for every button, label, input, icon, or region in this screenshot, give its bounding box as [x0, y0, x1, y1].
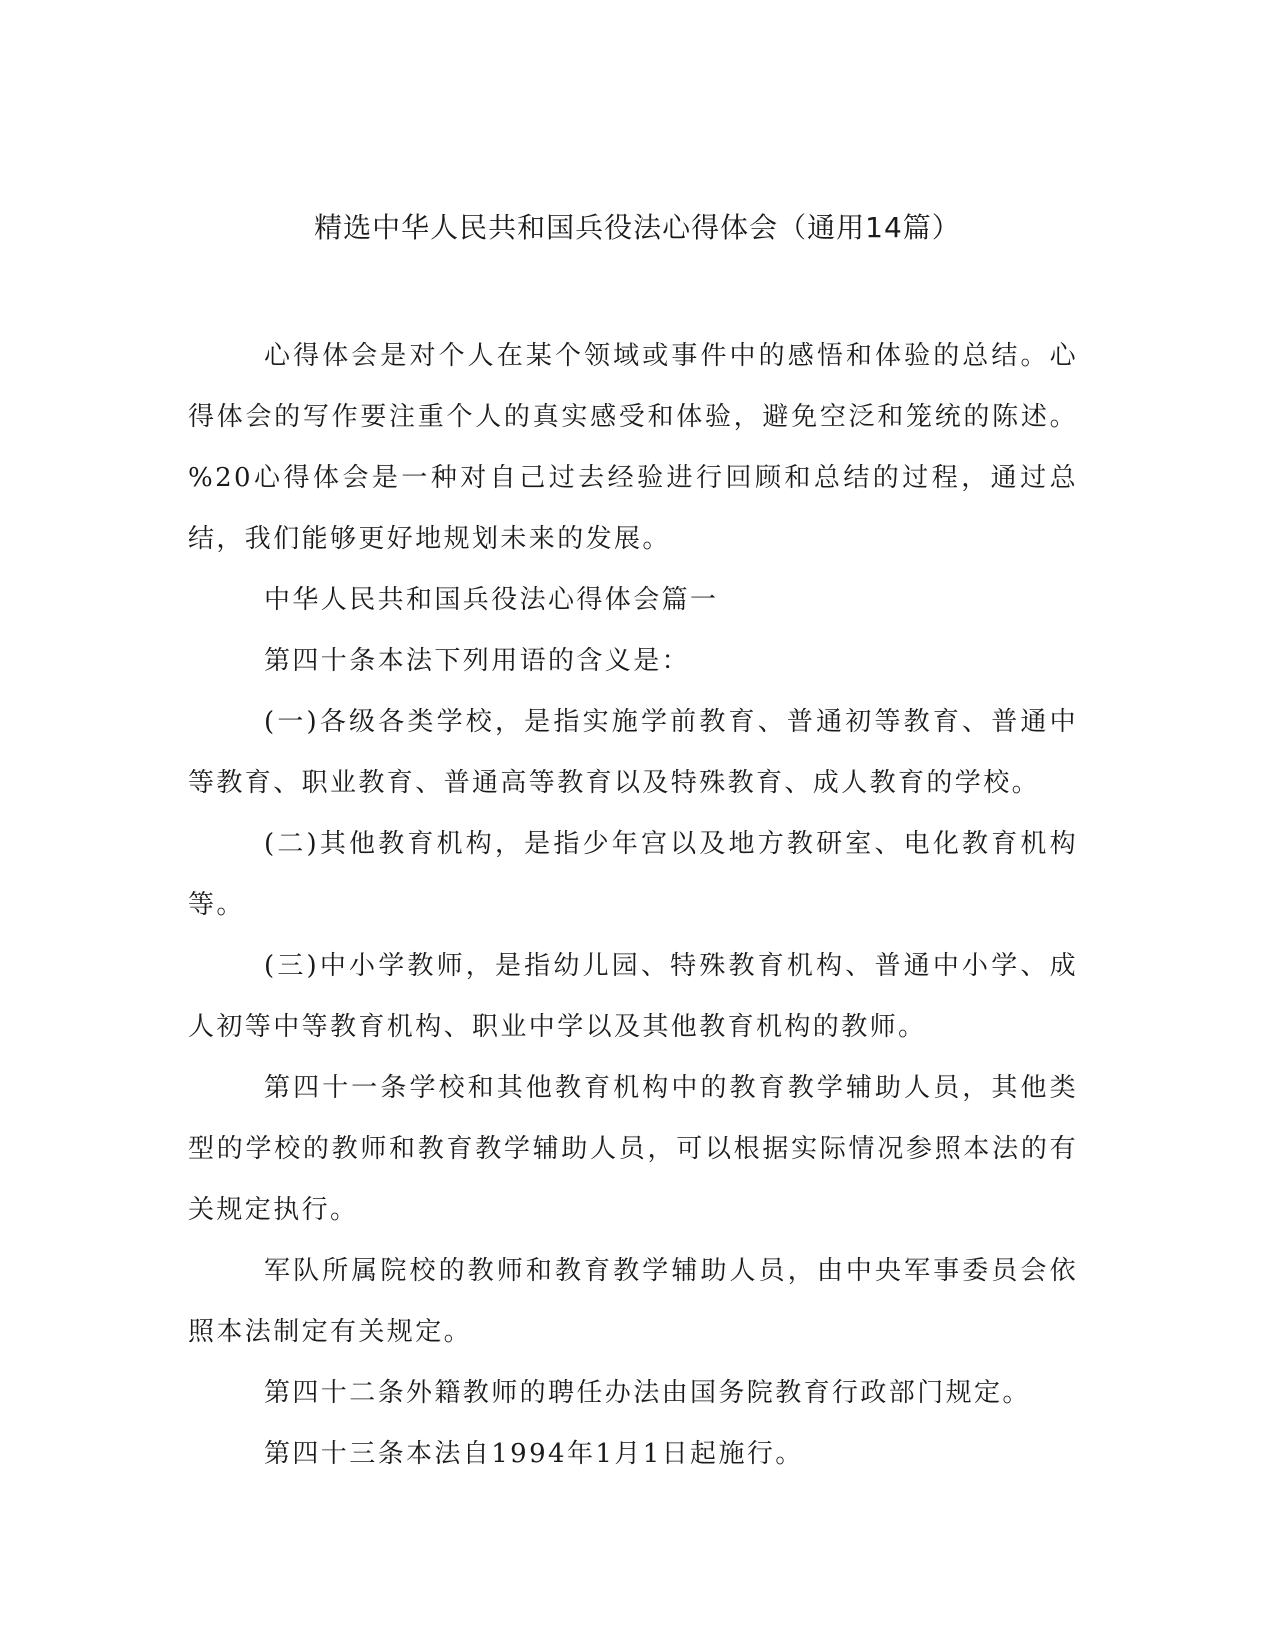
section-heading: 中华人民共和国兵役法心得体会篇一	[264, 585, 719, 615]
article-40-item-1: (一)各级各类学校，是指实施学前教育、普通初等教育、普通中等教育、职业教育、普通高等教育以及特殊教育、成人教育的学校。	[188, 707, 1078, 798]
article-42: 第四十二条外籍教师的聘任办法由国务院教育行政部门规定。	[264, 1378, 1031, 1408]
document-body	[188, 326, 1078, 1485]
paragraph-intro: 心得体会是对个人在某个领域或事件中的感悟和体验的总结。心得体会的写作要注重个人的真实感受和体验，避免空泛和笼统的陈述。%20心得体会是一种对自己过去经验进行回顾和总结的过程，通过总结，我们能够更好地规划未来的发展。	[188, 341, 1078, 554]
article-41: 第四十一条学校和其他教育机构中的教育教学辅助人员，其他类型的学校的教师和教育教学辅助人员，可以根据实际情况参照本法的有关规定执行。	[188, 1073, 1078, 1225]
article-40: 第四十条本法下列用语的含义是：	[264, 646, 691, 676]
document-title: 精选中华人民共和国兵役法心得体会（通用14篇）	[314, 211, 961, 244]
article-40-item-3: (三)中小学教师，是指幼儿园、特殊教育机构、普通中小学、成人初等中等教育机构、职业中学以及其他教育机构的教师。	[188, 951, 1078, 1042]
article-40-item-2: (二)其他教育机构，是指少年宫以及地方教研室、电化教育机构等。	[188, 829, 1078, 920]
article-41-military: 军队所属院校的教师和教育教学辅助人员，由中央军事委员会依照本法制定有关规定。	[188, 1256, 1078, 1347]
article-43: 第四十三条本法自1994年1月1日起施行。	[264, 1439, 804, 1469]
